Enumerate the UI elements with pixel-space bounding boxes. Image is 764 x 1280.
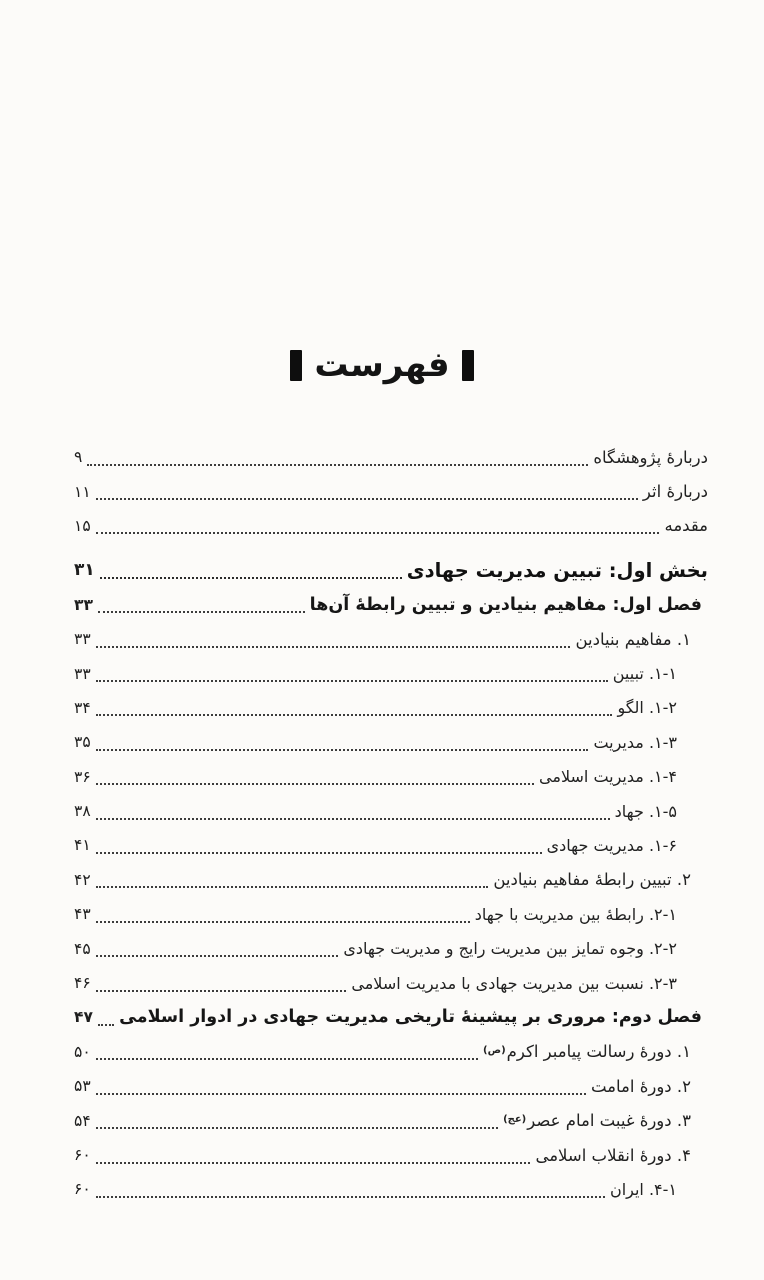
toc-entry-title: دربارهٔ اثر	[642, 482, 708, 502]
toc-entry-page: ۴۵	[74, 939, 91, 958]
toc-entry	[74, 553, 708, 587]
toc-entry-title: ۱-۶. مدیریت جهادی	[546, 835, 677, 855]
dot-leader	[96, 1112, 498, 1129]
toc-entry-page: ۳۴	[74, 698, 91, 717]
dot-leader	[96, 665, 608, 682]
toc-entry	[74, 656, 708, 690]
dot-leader	[96, 631, 571, 648]
toc-entry	[74, 1069, 708, 1103]
toc-entry	[74, 760, 708, 794]
toc-entry-page: ۱۵	[74, 516, 91, 535]
dot-leader	[96, 1078, 586, 1095]
toc-entry-title: ۲-۱. رابطهٔ بین مدیریت با جهاد	[474, 904, 677, 924]
toc-entry	[74, 1000, 708, 1034]
toc-list	[74, 440, 708, 1207]
toc-entry-title: ۱-۳. مدیریت	[593, 732, 677, 752]
toc-entry-title: فصل دوم: مروری بر پیشینهٔ تاریخی مدیریت جهادی در ادوار اسلامی	[119, 1007, 702, 1028]
dot-leader	[98, 1009, 114, 1026]
dot-leader	[96, 837, 542, 854]
page-title: فهرست	[314, 345, 450, 385]
toc-entry-page: ۶۰	[74, 1180, 91, 1199]
toc-entry-page: ۴۷	[74, 1008, 93, 1027]
toc-entry	[74, 794, 708, 828]
toc-entry-title: ۱. مفاهیم بنیادین	[575, 629, 691, 649]
toc-entry-title: ۴-۱. ایران	[609, 1179, 677, 1199]
dot-leader	[96, 517, 660, 534]
toc-entry	[74, 509, 708, 543]
dot-leader	[96, 734, 589, 751]
toc-entry-page: ۱۱	[74, 482, 91, 501]
toc-entry-page: ۳۱	[74, 560, 95, 581]
toc-entry	[74, 1103, 708, 1137]
toc-entry-page: ۳۳	[74, 595, 93, 614]
toc-entry	[74, 828, 708, 862]
toc-entry-title: ۱-۵. جهاد	[614, 801, 677, 821]
toc-entry-title: ۳. دورهٔ غیبت امام عصر$^{(عج)}$	[503, 1111, 691, 1131]
dot-leader	[96, 1147, 531, 1164]
toc-entry	[74, 1138, 708, 1172]
toc-entry-title: ۱. دورهٔ رسالت پیامبر اکرم$^{(ص)}$	[483, 1042, 691, 1062]
dot-leader	[98, 596, 305, 613]
title-bracket-left-icon	[290, 350, 302, 381]
toc-entry-title: ۱-۲. الگو	[617, 698, 677, 718]
toc-entry-page: ۳۸	[74, 802, 91, 821]
honorific-mark: (عج)	[503, 1114, 527, 1126]
toc-entry-title: ۲. دورهٔ امامت	[590, 1076, 691, 1096]
toc-entry	[74, 440, 708, 474]
toc-entry-title: ۱-۴. مدیریت اسلامی	[539, 767, 677, 787]
toc-entry-page: ۶۰	[74, 1146, 91, 1164]
dot-leader	[100, 562, 402, 579]
toc-entry	[74, 474, 708, 508]
toc-entry-page: ۳۵	[74, 733, 91, 752]
toc-entry-page: ۴۳	[74, 905, 91, 924]
toc-entry-page: ۴۱	[74, 836, 91, 855]
toc-entry-page: ۵۴	[74, 1111, 91, 1130]
dot-leader	[96, 975, 347, 992]
dot-leader	[96, 1181, 605, 1198]
dot-leader	[96, 768, 534, 785]
dot-leader	[96, 871, 489, 888]
toc-entry	[74, 691, 708, 725]
toc-entry-title: ۲-۳. نسبت بین مدیریت جهادی با مدیریت اسلامی	[351, 973, 677, 993]
toc-entry-page: ۳۶	[74, 767, 91, 786]
toc-entry-title: ۴. دورهٔ انقلاب اسلامی	[535, 1145, 691, 1165]
honorific-mark: (ص)	[483, 1045, 506, 1057]
toc-entry-title: ۲-۲. وجوه تمایز بین مدیریت رایج و مدیریت جهادی	[343, 939, 677, 959]
dot-leader	[96, 906, 470, 923]
toc-entry-page: ۵۰	[74, 1042, 91, 1061]
toc-entry-page: ۳۳	[74, 664, 91, 683]
toc-entry-page: ۵۳	[74, 1077, 91, 1096]
toc-entry	[74, 966, 708, 1000]
toc-entry	[74, 897, 708, 931]
dot-leader	[96, 699, 613, 716]
dot-leader	[96, 940, 339, 957]
toc-entry-title: بخش اول: تبیین مدیریت جهادی	[406, 558, 708, 582]
toc-entry-page: ۴۶	[74, 974, 91, 993]
toc-entry	[74, 863, 708, 897]
toc-entry-page: ۹	[74, 448, 83, 467]
title-bracket-right-icon	[462, 350, 474, 381]
toc-entry-title: ۲. تبیین رابطهٔ مفاهیم بنیادین	[493, 870, 691, 890]
toc-entry-title: دربارهٔ پژوهشگاه	[593, 447, 708, 467]
dot-leader	[96, 1043, 478, 1060]
toc-entry	[74, 1172, 708, 1206]
toc-entry	[74, 622, 708, 656]
toc-header	[0, 345, 764, 385]
dot-leader	[96, 483, 638, 500]
toc-entry	[74, 588, 708, 622]
toc-entry	[74, 725, 708, 759]
toc-entry	[74, 931, 708, 965]
toc-entry-page: ۳۳	[74, 630, 91, 649]
dot-leader	[96, 803, 610, 820]
toc-entry-page: ۴۲	[74, 870, 91, 889]
dot-leader	[87, 449, 588, 466]
toc-entry-title: فصل اول: مفاهیم بنیادین و تبیین رابطهٔ آن‌ها	[309, 594, 702, 615]
toc-entry-title: ۱-۱. تبیین	[612, 664, 677, 684]
toc-entry-title: مقدمه	[664, 516, 708, 536]
toc-entry	[74, 1035, 708, 1069]
